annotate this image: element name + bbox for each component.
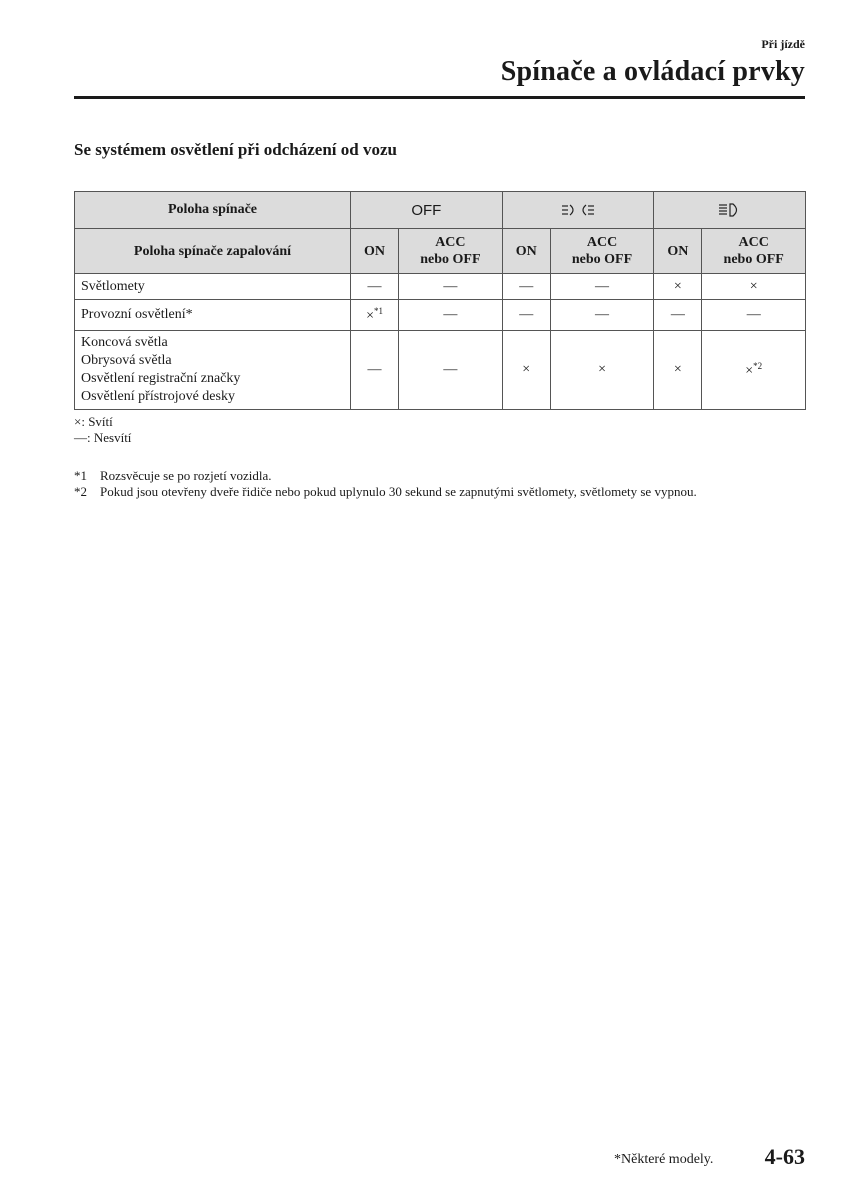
footer-note: *Některé modely. — [614, 1152, 714, 1167]
legend — [74, 414, 131, 446]
table-cell: ×$^{*2}$ — [702, 331, 806, 410]
table-cell: × — [502, 331, 550, 410]
on-header: ON — [351, 229, 399, 274]
table-cell: — — [399, 274, 503, 300]
switch-position-row — [75, 192, 806, 229]
table-cell: — — [399, 300, 503, 331]
table-cell: — — [502, 274, 550, 300]
table-cell: × — [702, 274, 806, 300]
title-rule — [74, 96, 805, 99]
parking-lights-icon — [502, 192, 654, 229]
headlights-icon — [654, 192, 806, 229]
ignition-position-label: Poloha spínače zapalování — [75, 229, 351, 274]
footnote-item: *2 Pokud jsou otevřeny dveře řidiče nebo pokud uplynulo 30 sekund se zapnutými světlomety, světlomety se vypnou. — [74, 484, 697, 499]
sub-heading: Se systémem osvětlení při odcházení od vozu — [74, 140, 397, 159]
section-label: Při jízdě — [761, 37, 805, 51]
table-cell: — — [654, 300, 702, 331]
table-cell: — — [351, 274, 399, 300]
acc-off-header: ACC nebo OFF — [702, 229, 806, 274]
table-cell: ×$^{*1}$ — [351, 300, 399, 331]
table-cell: × — [654, 331, 702, 410]
table-cell: — — [351, 331, 399, 410]
footnote-ref: *1 — [373, 305, 383, 316]
acc-off-header: ACC nebo OFF — [399, 229, 503, 274]
lighting-table — [74, 191, 806, 410]
switch-position-label: Poloha spínače — [75, 192, 351, 229]
page-number: 4-63 — [764, 1144, 805, 1169]
table-cell: × — [550, 331, 654, 410]
ignition-position-row — [75, 229, 806, 274]
table-cell: — — [550, 300, 654, 331]
footnotes — [74, 468, 794, 500]
page-title: Spínače a ovládací prvky — [500, 56, 805, 87]
table-cell: — — [702, 300, 806, 331]
table-row — [75, 274, 806, 300]
row-label: Světlomety — [75, 274, 351, 300]
on-header: ON — [502, 229, 550, 274]
footnote-ref: *2 — [753, 360, 763, 371]
legend-on: ×: Svítí — [74, 414, 113, 429]
row-label: Provozní osvětlení* — [75, 300, 351, 331]
table-row — [75, 300, 806, 331]
table-row — [75, 331, 806, 410]
switch-off-header: OFF — [351, 192, 503, 229]
row-label: Koncová světla Obrysová světla Osvětlení registrační značky Osvětlení přístrojové desky — [75, 331, 351, 410]
footnote-item: *1 Rozsvěcuje se po rozjetí vozidla. — [74, 468, 272, 483]
acc-off-header: ACC nebo OFF — [550, 229, 654, 274]
table-cell: — — [399, 331, 503, 410]
table-cell: — — [550, 274, 654, 300]
legend-off: —: Nesvítí — [74, 430, 132, 445]
on-header: ON — [654, 229, 702, 274]
table-cell: × — [654, 274, 702, 300]
table-cell: — — [502, 300, 550, 331]
